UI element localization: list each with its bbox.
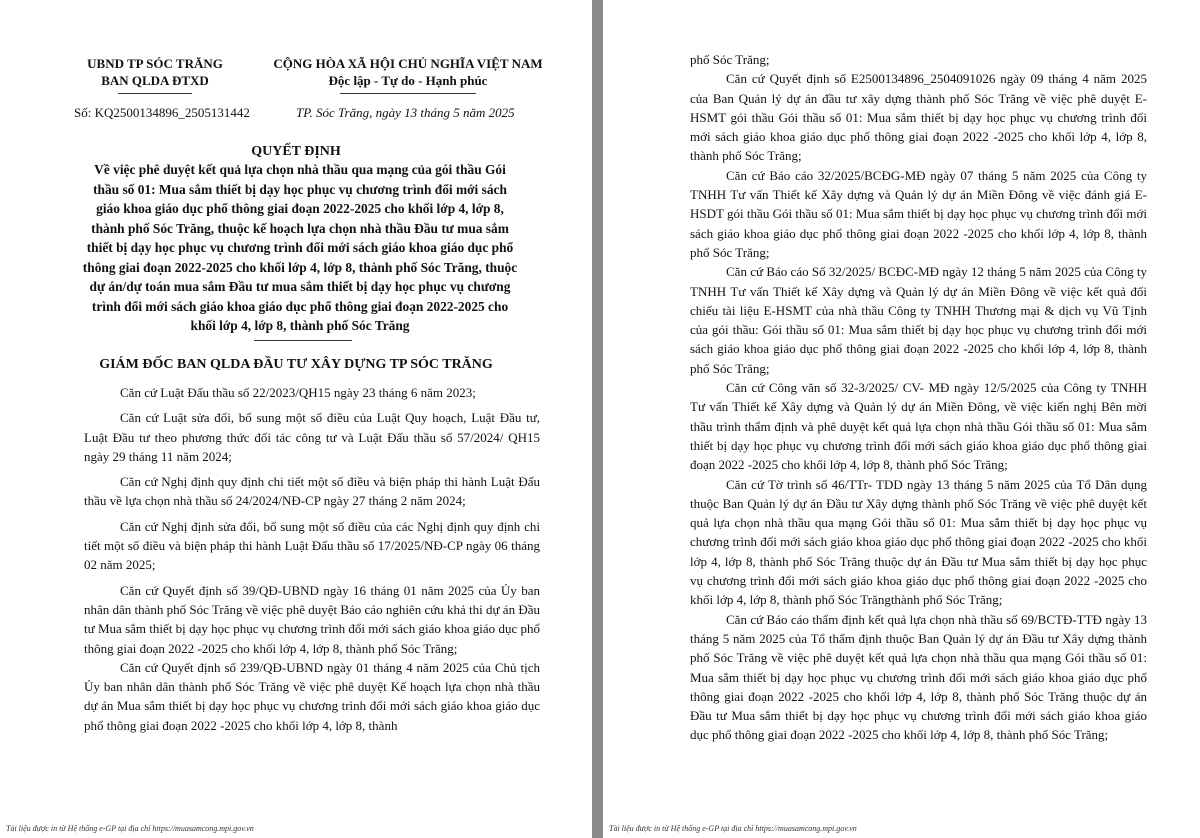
nation-line-2: Độc lập - Tự do - Hạnh phúc xyxy=(328,73,488,88)
director-heading: GIÁM ĐỐC BAN QLDA ĐẦU TƯ XÂY DỰNG TP SÓC TRĂNG xyxy=(99,357,493,372)
nation-header xyxy=(258,55,558,89)
agency-underline xyxy=(118,93,192,94)
legal-basis-paragraph: Căn cứ Báo cáo 32/2025/BCĐG-MĐ ngày 07 tháng 5 năm 2025 của Công ty TNHH Tư vấn Thiết kế Xây dựng và Quản lý dự án Miền Đông về việc đánh giá E-HSDT gói thầu Gói thầu số 01: Mua sắm thiết bị dạy học phục vụ chương trình đổi mới sách giáo khoa giáo dục phổ thông giai đoạn 2022 -2025 cho khối lớp 4, lớp 8, thành phố Sóc Trăng; xyxy=(690,167,1147,260)
document-page-left xyxy=(0,0,592,822)
right-body xyxy=(690,50,1147,745)
legal-basis-paragraph: Căn cứ Báo cáo Số 32/2025/ BCĐC-MĐ ngày 12 tháng 5 năm 2025 của Công ty TNHH Tư vấn Thiết kế Xây dựng và Quản lý dự án Miền Đông về việc kết quả đối chiếu tài liệu E-HSMT của nhà thầu Công ty TNHH Thương mại & dịch vụ Vũ Tịnh của gói thầu: Gói thầu số 01: Mua sắm thiết bị dạy học phục vụ chương trình đổi mới sách giáo khoa giáo dục phổ thông giai đoạn 2022 -2025 cho khối lớp 4, lớp 8, thành phố Sóc Trăng; xyxy=(690,264,1147,376)
footer-right xyxy=(603,822,1200,838)
agency-line-2: BAN QLDA ĐTXD xyxy=(101,73,209,88)
nation-underline xyxy=(340,93,476,94)
footer-right-text: Tài liệu được in từ Hệ thống e-GP tại địa chỉ https://muasamcong.mpi.gov.vn xyxy=(609,824,857,833)
legal-basis-paragraph: Căn cứ Báo cáo thẩm định kết quả lựa chọn nhà thầu số 69/BCTĐ-TTĐ ngày 13 tháng 5 năm 2025 của Tổ thẩm định thuộc Ban Quản lý dự án Đầu tư Xây dựng thành phố Sóc Trăng về việc phê duyệt kết quả lựa chọn nhà thầu qua mạng Gói thầu số 01: Mua sắm thiết bị dạy học phục vụ chương trình đổi mới sách giáo khoa giáo dục phổ thông giai đoạn 2022 -2025 cho khối lớp 4, lớp 8, thành phố Sóc Trăng thuộc dự án Đầu tư Mua sắm thiết bị dạy học phục vụ chương trình đổi mới sách giáo khoa giáo dục phổ thông giai đoạn 2022 -2025 cho khối lớp 4, lớp 8, thành phố Sóc Trăng; xyxy=(690,611,1147,743)
agency-line-1: UBND TP SÓC TRĂNG xyxy=(87,56,223,71)
left-body xyxy=(84,383,540,735)
legal-basis-paragraph: Căn cứ Quyết định số 239/QĐ-UBND ngày 01 tháng 4 năm 2025 của Chủ tịch Ủy ban nhân dân thành phố Sóc Trăng về việc phê duyệt Kế hoạch lựa chọn nhà thầu dự án Mua sắm thiết bị dạy học phục vụ chương trình đổi mới sách giáo khoa giáo dục phổ thông giai đoạn 2022 -2025 cho khối lớp 4, lớp 8, thành xyxy=(84,659,540,733)
legal-basis-paragraph: Căn cứ Nghị định quy định chi tiết một số điều và biện pháp thi hành Luật Đấu thầu về lựa chọn nhà thầu số 24/2024/NĐ-CP ngày 27 tháng 2 năm 2024; xyxy=(84,474,540,509)
document-number: Số: KQ2500134896_2505131442 xyxy=(74,105,250,120)
place-date: TP. Sóc Trăng, ngày 13 tháng 5 năm 2025 xyxy=(296,105,515,120)
footer-left xyxy=(0,822,592,838)
footer-left-text: Tài liệu được in từ Hệ thống e-GP tại địa chỉ https://muasamcong.mpi.gov.vn xyxy=(6,824,254,833)
continuation-text: phố Sóc Trăng; xyxy=(690,52,770,67)
agency-header xyxy=(60,55,250,89)
legal-basis-paragraph: Căn cứ Quyết định số 39/QĐ-UBND ngày 16 tháng 01 năm 2025 của Ủy ban nhân dân thành phố Sóc Trăng về việc phê duyệt Báo cáo nghiên cứu khả thi dự án Đầu tư Mua sắm thiết bị dạy học phục vụ chương trình đổi mới sách giáo khoa giáo dục phổ thông giai đoạn 2022 -2025 cho khối lớp 4, lớp 8, thành phố Sóc Trăng; xyxy=(84,582,540,656)
nation-line-1: CỘNG HÒA XÃ HỘI CHỦ NGHĨA VIỆT NAM xyxy=(273,56,543,71)
decision-subject: Về việc phê duyệt kết quả lựa chọn nhà thầu qua mạng của gói thầu Gói thầu số 01: Mua sắm thiết bị dạy học phục vụ chương trình đổi mới sách giáo khoa giáo dục phổ thông giai đoạn 2022-2025 cho khối lớp 4, lớp 8, thành phố Sóc Trăng, thuộc kế hoạch lựa chọn nhà thầu Đầu tư mua sắm thiết bị dạy học phục vụ chương trình đổi mới sách giáo khoa giáo dục phổ thông giai đoạn 2022-2025 cho khối lớp 4, lớp 8, thành phố Sóc Trăng, thuộc dự án/dự toán mua sắm Đầu tư mua sắm thiết bị dạy học phục vụ chương trình đổi mới sách giáo khoa giáo dục phổ thông giai đoạn 2022-2025 cho khối lớp 4, lớp 8, thành phố Sóc Trăng xyxy=(82,162,518,333)
decision-title: QUYẾT ĐỊNH xyxy=(251,144,341,159)
legal-basis-paragraph: Căn cứ Công văn số 32-3/2025/ CV- MĐ ngày 12/5/2025 của Công ty TNHH Tư vấn Thiết kế Xây dựng và Quản lý dự án Miền Đông, về việc kiến nghị Bên mời thầu trình thẩm định và phê duyệt kết quả lựa chọn nhà thầu Gói thầu số 01: Mua sắm thiết bị dạy học phục vụ chương trình đổi mới sách giáo khoa giáo dục phổ thông giai đoạn 2022 -2025 cho khối lớp 4, lớp 8, thành phố Sóc Trăng; xyxy=(690,380,1147,473)
legal-basis-paragraph: Căn cứ Quyết định số E2500134896_2504091026 ngày 09 tháng 4 năm 2025 của Ban Quản lý dự án đầu tư xây dựng thành phố Sóc Trăng về việc phê duyệt E- HSMT gói thầu Gói thầu số 01: Mua sắm thiết bị dạy học phục vụ chương trình đổi mới sách giáo khoa giáo dục phổ thông giai đoạn 2022 -2025 cho khối lớp 4, lớp 8, thành phố Sóc Trăng; xyxy=(690,71,1147,164)
legal-basis-paragraph: Căn cứ Tờ trình số 46/TTr- TDD ngày 13 tháng 5 năm 2025 của Tổ Dân dụng thuộc Ban Quản lý dự án Đầu tư Xây dựng thành phố Sóc Trăng về việc phê duyệt kết quả lựa chọn nhà thầu qua mạng Gói thầu số 01: Mua sắm thiết bị dạy học phục vụ chương trình đổi mới sách giáo khoa giáo dục phổ thông giai đoạn 2022 -2025 cho khối lớp 4, lớp 8, thành phố Sóc Trăng thuộc dự án Đầu tư Mua sắm thiết bị dạy học phục vụ chương trình đổi mới sách giáo khoa giáo dục phổ thông giai đoạn 2022 -2025 cho khối lớp 4, lớp 8, thành phố Sóc Trăngthành phố Sóc Trăng; xyxy=(690,476,1147,608)
legal-basis-paragraph: Căn cứ Luật sửa đổi, bổ sung một số điều của Luật Quy hoạch, Luật Đầu tư, Luật Đầu tư theo phương thức đối tác công tư và Luật Đấu thầu số 57/2024/ QH15 ngày 29 tháng 11 năm 2024; xyxy=(84,410,540,464)
legal-basis-paragraph: Căn cứ Nghị định sửa đổi, bổ sung một số điều của các Nghị định quy định chi tiết một số điều và biện pháp thi hành Luật Đấu thầu số 17/2025/NĐ-CP ngày 06 tháng 02 năm 2025; xyxy=(84,518,540,573)
legal-basis-paragraph: Căn cứ Luật Đấu thầu số 22/2023/QH15 ngày 23 tháng 6 năm 2023; xyxy=(120,385,476,400)
subject-underline xyxy=(254,340,352,341)
